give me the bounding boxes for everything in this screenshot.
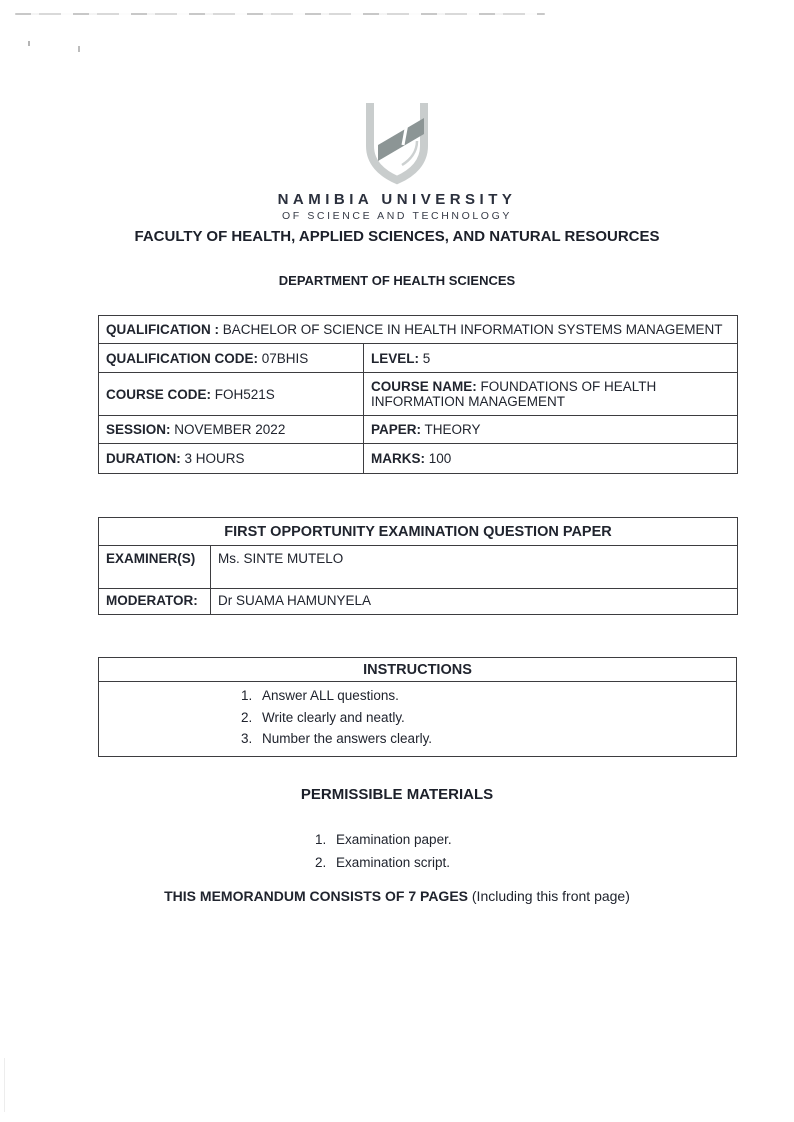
duration-value: 3 HOURS: [184, 451, 245, 466]
qualification-code-cell: [99, 344, 364, 373]
examiner-label: EXAMINER(S): [106, 551, 196, 566]
university-subtitle: OF SCIENCE AND TECHNOLOGY: [282, 210, 512, 222]
scan-artifact-mark: [28, 41, 30, 46]
instructions-list: [106, 685, 729, 750]
department-heading: DEPARTMENT OF HEALTH SCIENCES: [278, 273, 516, 288]
moderator-value: Dr SUAMA HAMUNYELA: [218, 593, 372, 608]
permissible-materials-title: PERMISSIBLE MATERIALS: [300, 786, 494, 803]
marks-value: 100: [428, 451, 452, 466]
duration-cell: [99, 444, 364, 474]
scan-artifact-mark: [78, 46, 80, 52]
qualification-cell: [99, 316, 738, 344]
list-item: 3. Number the answers clearly.: [256, 728, 729, 750]
moderator-label-cell: [99, 589, 211, 615]
course-details-table: [98, 315, 738, 474]
list-item: 2. Write clearly and neatly.: [256, 707, 729, 729]
instructions-table: [98, 657, 737, 757]
course-code-label: COURSE CODE:: [106, 386, 212, 402]
table-row: [99, 316, 738, 344]
examiner-label-cell: [99, 546, 211, 589]
session-cell: [99, 416, 364, 444]
page-count-note-regular: (Including this front page): [471, 888, 630, 904]
session-value: NOVEMBER 2022: [174, 422, 286, 437]
table-row: [99, 589, 738, 615]
table-row: [99, 344, 738, 373]
table-row: [99, 658, 737, 682]
table-row: [99, 682, 737, 757]
faculty-heading: FACULTY OF HEALTH, APPLIED SCIENCES, AND NATURAL RESOURCES: [134, 228, 660, 245]
nust-shield-icon: [347, 99, 447, 189]
table-row: [99, 444, 738, 474]
examination-table: [98, 517, 738, 615]
moderator-value-cell: [211, 589, 738, 615]
university-logo: [0, 99, 794, 194]
level-cell: [364, 344, 738, 373]
list-item: 1. Answer ALL questions.: [256, 685, 729, 707]
course-code-cell: [99, 373, 364, 416]
table-row: [99, 518, 738, 546]
table-row: [99, 373, 738, 416]
scan-artifact-edge: [4, 1058, 5, 1112]
permissible-materials-list: [0, 829, 794, 874]
list-item: 1. Examination paper.: [330, 829, 794, 852]
duration-label: DURATION:: [106, 451, 181, 466]
marks-label: MARKS:: [371, 451, 425, 466]
level-value: 5: [422, 350, 431, 366]
scan-artifact-line: [15, 13, 545, 15]
qualification-code-value: 07BHIS: [261, 350, 309, 366]
paper-label: PAPER:: [371, 422, 422, 437]
qualification-value: BACHELOR OF SCIENCE IN HEALTH INFORMATION SYSTEMS MANAGEMENT: [222, 322, 723, 337]
examiner-value: Ms. SINTE MUTELO: [218, 551, 344, 566]
list-item: 2. Examination script.: [330, 852, 794, 875]
table-row: [99, 546, 738, 589]
instructions-title: INSTRUCTIONS: [99, 658, 737, 682]
level-label: LEVEL:: [371, 350, 420, 366]
course-name-cell: [364, 373, 738, 416]
page-count-note: [0, 888, 794, 904]
course-name-label: COURSE NAME:: [371, 379, 477, 394]
paper-cell: [364, 416, 738, 444]
moderator-label: MODERATOR:: [106, 593, 198, 608]
session-label: SESSION:: [106, 422, 171, 437]
examiner-value-cell: [211, 546, 738, 589]
marks-cell: [364, 444, 738, 474]
page-count-note-bold: THIS MEMORANDUM CONSISTS OF 7 PAGES: [164, 888, 468, 904]
qualification-label: QUALIFICATION :: [106, 322, 219, 337]
table-row: [99, 416, 738, 444]
qualification-code-label: QUALIFICATION CODE:: [106, 350, 258, 366]
instructions-list-cell: [99, 682, 737, 757]
course-name-value: FOUNDATIONS OF HEALTH INFORMATION MANAGEMENT: [371, 379, 657, 409]
exam-paper-title: FIRST OPPORTUNITY EXAMINATION QUESTION PAPER: [99, 518, 738, 546]
course-code-value: FOH521S: [214, 386, 275, 402]
paper-value: THEORY: [424, 422, 481, 437]
university-name: NAMIBIA UNIVERSITY: [277, 191, 517, 208]
